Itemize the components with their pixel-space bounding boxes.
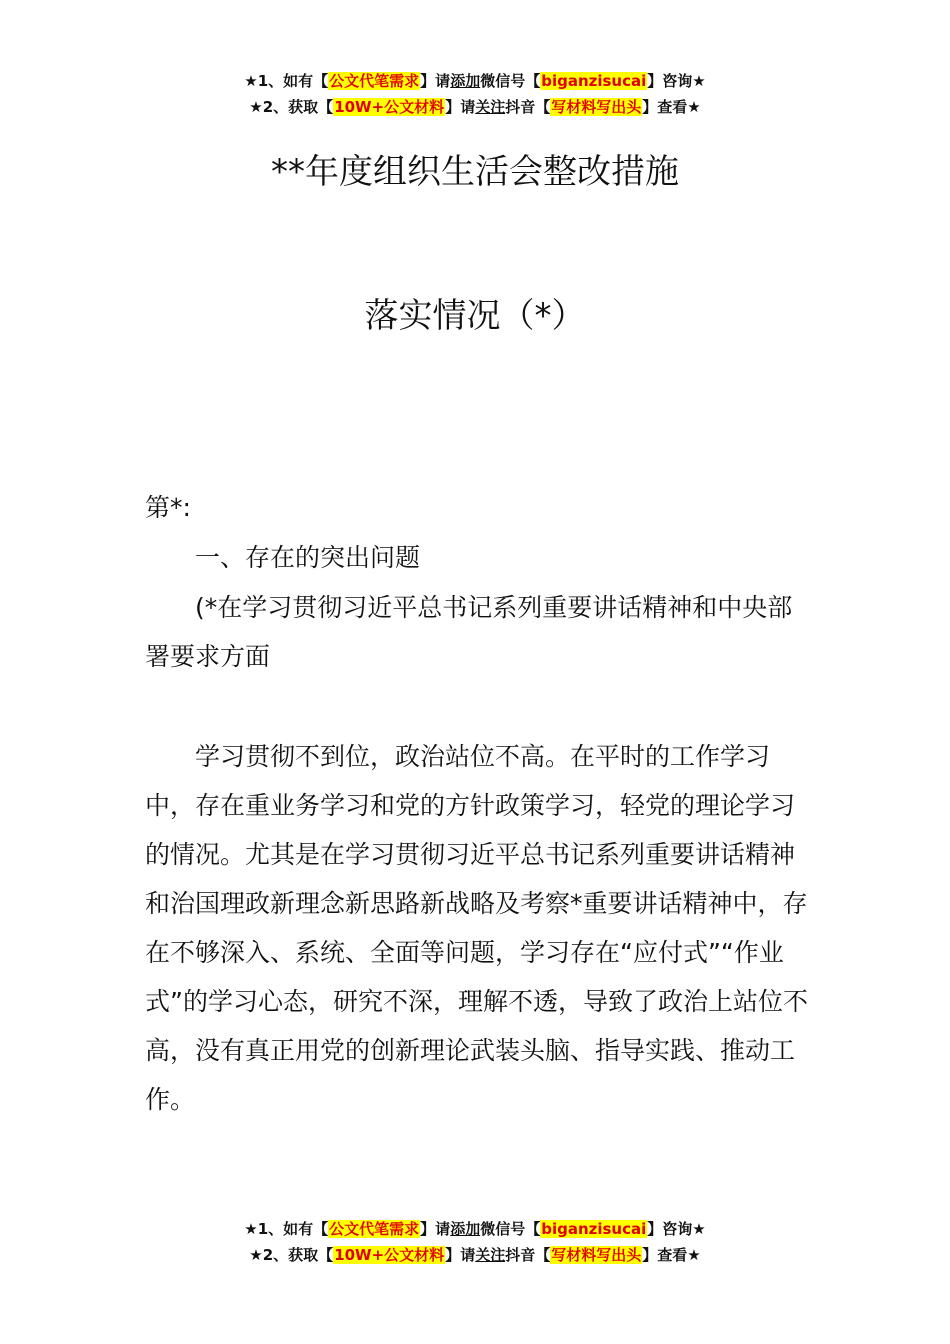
subheading-paragraph: (*在学习贯彻习近平总书记系列重要讲话精神和中央部署要求方面 — [145, 593, 793, 671]
banner-line-1: ★1、如有【公文代笔需求】请添加微信号【biganzisucai】咨询★ — [244, 1220, 706, 1238]
banner-line-2: ★2、获取【10W+公文材料】请关注抖音【写材料写出头】查看★ — [249, 98, 701, 116]
document-title-line-1: **年度组织生活会整改措施 — [271, 152, 679, 192]
banner-highlight-service: 公文代笔需求 — [329, 72, 420, 90]
banner-highlight-wechat-id: biganzisucai — [541, 1220, 647, 1238]
banner-highlight-douyin: 写材料写出头 — [551, 98, 642, 116]
banner-line-1: ★1、如有【公文代笔需求】请添加微信号【biganzisucai】咨询★ — [244, 72, 706, 90]
banner-highlight-wechat-id: biganzisucai — [541, 72, 647, 90]
body-paragraph: 学习贯彻不到位，政治站位不高。在平时的工作学习中，存在重业务学习和党的方针政策学习，轻党的理论学习的情况。尤其是在学习贯彻习近平总书记系列重要讲话精神和治国理政新理念新思路新战略及考察*重要讲话精神中，存在不够深入、系统、全面等问题，学习存在“应付式”“作业式”的学习心态，研究不深，理解不透，导致了政治上站位不高，没有真正用党的创新理论武装头脑、指导实践、推动工作。 — [145, 742, 808, 1114]
banner-line-2: ★2、获取【10W+公文材料】请关注抖音【写材料写出头】查看★ — [249, 1246, 701, 1264]
header-banner — [0, 68, 950, 120]
footer-banner — [0, 1216, 950, 1268]
banner-highlight-service: 公文代笔需求 — [329, 1220, 420, 1238]
section-heading: 一、存在的突出问题 — [195, 543, 421, 572]
section-label: 第*: — [145, 493, 191, 522]
document-title-line-2: 落实情况（*） — [364, 296, 586, 336]
banner-highlight-materials: 10W+公文材料 — [334, 1246, 445, 1264]
banner-highlight-douyin: 写材料写出头 — [551, 1246, 642, 1264]
banner-highlight-materials: 10W+公文材料 — [334, 98, 445, 116]
